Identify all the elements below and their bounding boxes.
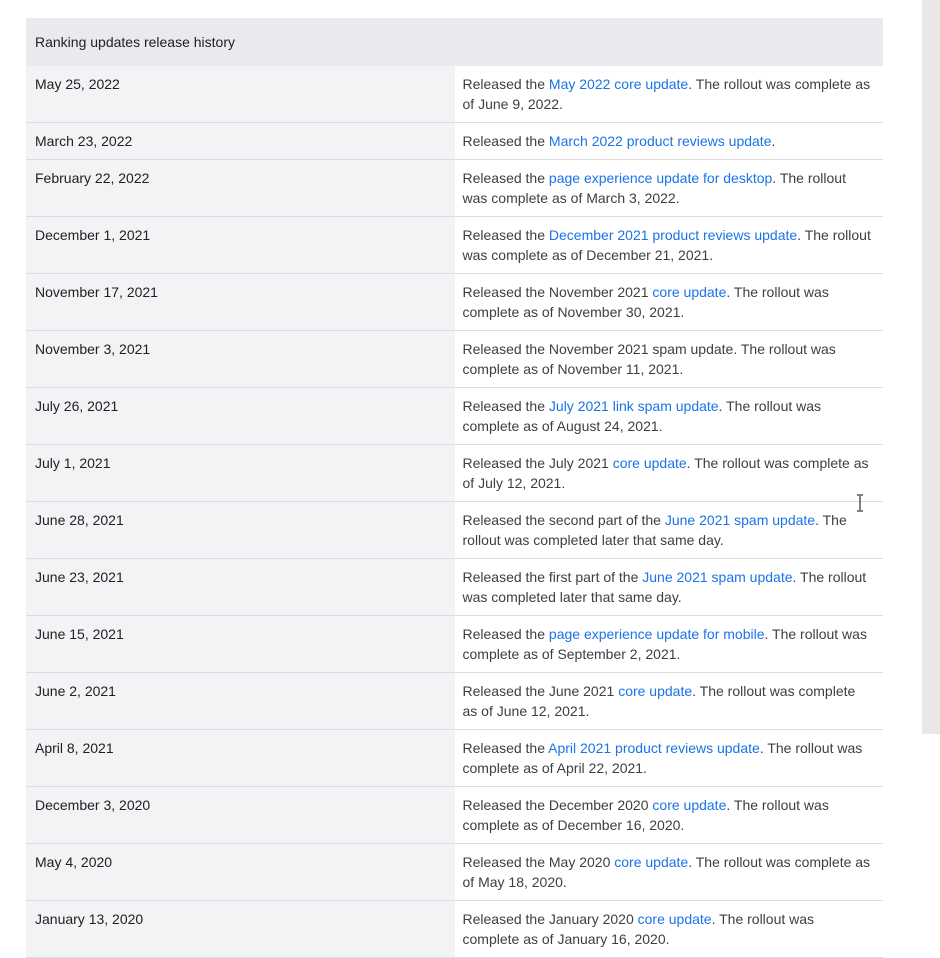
table-header: Ranking updates release history <box>26 18 883 66</box>
release-date: May 25, 2022 <box>26 66 455 123</box>
release-description <box>455 445 884 502</box>
table-row <box>26 616 883 673</box>
release-description <box>455 502 884 559</box>
release-date: March 23, 2022 <box>26 123 455 160</box>
description-text: Released the June 2021 <box>462 683 619 699</box>
description-text: . The rollout was complete as of August 24, 2021. <box>462 398 822 434</box>
release-date: January 13, 2020 <box>26 901 455 958</box>
release-description <box>455 901 884 958</box>
release-description <box>455 274 884 331</box>
release-description <box>455 66 884 123</box>
description-text: Released the January 2020 <box>462 911 638 927</box>
description-text: . The rollout was complete as of December 16, 2020. <box>462 797 829 833</box>
release-description <box>455 730 884 787</box>
description-text: Released the December 2020 <box>462 797 653 813</box>
release-date: July 1, 2021 <box>26 445 455 502</box>
table-row <box>26 502 883 559</box>
table-row <box>26 388 883 445</box>
release-history-table-container <box>26 18 883 958</box>
release-description <box>455 559 884 616</box>
description-text: Released the July 2021 <box>462 455 613 471</box>
table-row <box>26 787 883 844</box>
page-scrollbar[interactable] <box>922 0 940 734</box>
table-row <box>26 901 883 958</box>
table-body <box>26 66 883 958</box>
release-date: April 8, 2021 <box>26 730 455 787</box>
description-text: Released the <box>462 626 549 642</box>
release-date: June 15, 2021 <box>26 616 455 673</box>
description-text: . The rollout was complete as of November 30, 2021. <box>462 284 829 320</box>
update-link[interactable]: June 2021 spam update <box>642 569 793 585</box>
description-text: Released the <box>462 76 549 92</box>
update-link[interactable]: December 2021 product reviews update <box>548 227 798 243</box>
update-link[interactable]: core update <box>637 911 712 927</box>
table-row <box>26 66 883 123</box>
table-row <box>26 730 883 787</box>
release-date: June 28, 2021 <box>26 502 455 559</box>
description-text: Released the May 2020 <box>462 854 615 870</box>
table-row <box>26 331 883 388</box>
release-description <box>455 787 884 844</box>
release-date: June 2, 2021 <box>26 673 455 730</box>
update-link[interactable]: core update <box>614 854 689 870</box>
description-text: Released the <box>462 398 549 414</box>
release-description <box>455 673 884 730</box>
description-text: . <box>771 133 776 149</box>
release-description <box>455 217 884 274</box>
release-description <box>455 844 884 901</box>
text-cursor-icon <box>855 494 865 512</box>
release-history-table <box>26 18 883 958</box>
description-text: Released the November 2021 <box>462 284 653 300</box>
table-row <box>26 445 883 502</box>
description-text: Released the first part of the <box>462 569 643 585</box>
description-text: . The rollout was complete as of December 21, 2021. <box>462 227 871 263</box>
release-description <box>455 123 884 160</box>
table-row <box>26 123 883 160</box>
update-link[interactable]: page experience update for desktop <box>548 170 773 186</box>
description-text: Released the <box>462 133 549 149</box>
description-text: . The rollout was complete as of July 12, 2021. <box>462 455 869 491</box>
update-link[interactable]: March 2022 product reviews update <box>548 133 772 149</box>
release-date: December 1, 2021 <box>26 217 455 274</box>
description-text: . The rollout was complete as of May 18, 2020. <box>462 854 871 890</box>
description-text: . The rollout was complete as of March 3, 2022. <box>462 170 846 206</box>
description-text: . The rollout was complete as of April 22, 2021. <box>462 740 863 776</box>
release-description <box>455 331 884 388</box>
description-text: Released the <box>462 227 549 243</box>
update-link[interactable]: core update <box>652 284 727 300</box>
release-date: November 17, 2021 <box>26 274 455 331</box>
description-text: Released the second part of the <box>462 512 665 528</box>
table-row <box>26 673 883 730</box>
description-text: . The rollout was completed later that same day. <box>462 512 847 548</box>
release-date: November 3, 2021 <box>26 331 455 388</box>
update-link[interactable]: May 2022 core update <box>548 76 689 92</box>
update-link[interactable]: core update <box>652 797 727 813</box>
release-date: May 4, 2020 <box>26 844 455 901</box>
description-text: . The rollout was complete as of January 16, 2020. <box>462 911 815 947</box>
description-text: Released the <box>462 170 549 186</box>
release-description <box>455 160 884 217</box>
table-row <box>26 844 883 901</box>
description-text: . The rollout was completed later that same day. <box>462 569 867 605</box>
update-link[interactable]: page experience update for mobile <box>548 626 765 642</box>
table-row <box>26 217 883 274</box>
release-date: February 22, 2022 <box>26 160 455 217</box>
table-row <box>26 274 883 331</box>
release-date: July 26, 2021 <box>26 388 455 445</box>
release-date: December 3, 2020 <box>26 787 455 844</box>
table-header-row <box>26 18 883 66</box>
description-text: Released the November 2021 spam update. The rollout was complete as of November 11, 2021. <box>462 341 836 377</box>
update-link[interactable]: June 2021 spam update <box>664 512 816 528</box>
update-link[interactable]: core update <box>618 683 693 699</box>
update-link[interactable]: July 2021 link spam update <box>548 398 719 414</box>
description-text: Released the <box>462 740 549 756</box>
description-text: . The rollout was complete as of September 2, 2021. <box>462 626 867 662</box>
table-row <box>26 559 883 616</box>
release-description <box>455 388 884 445</box>
update-link[interactable]: April 2021 product reviews update <box>548 740 760 756</box>
table-row <box>26 160 883 217</box>
release-date: June 23, 2021 <box>26 559 455 616</box>
description-text: . The rollout was complete as of June 9, 2022. <box>462 76 871 112</box>
release-description <box>455 616 884 673</box>
update-link[interactable]: core update <box>612 455 687 471</box>
description-text: . The rollout was complete as of June 12, 2021. <box>462 683 856 719</box>
